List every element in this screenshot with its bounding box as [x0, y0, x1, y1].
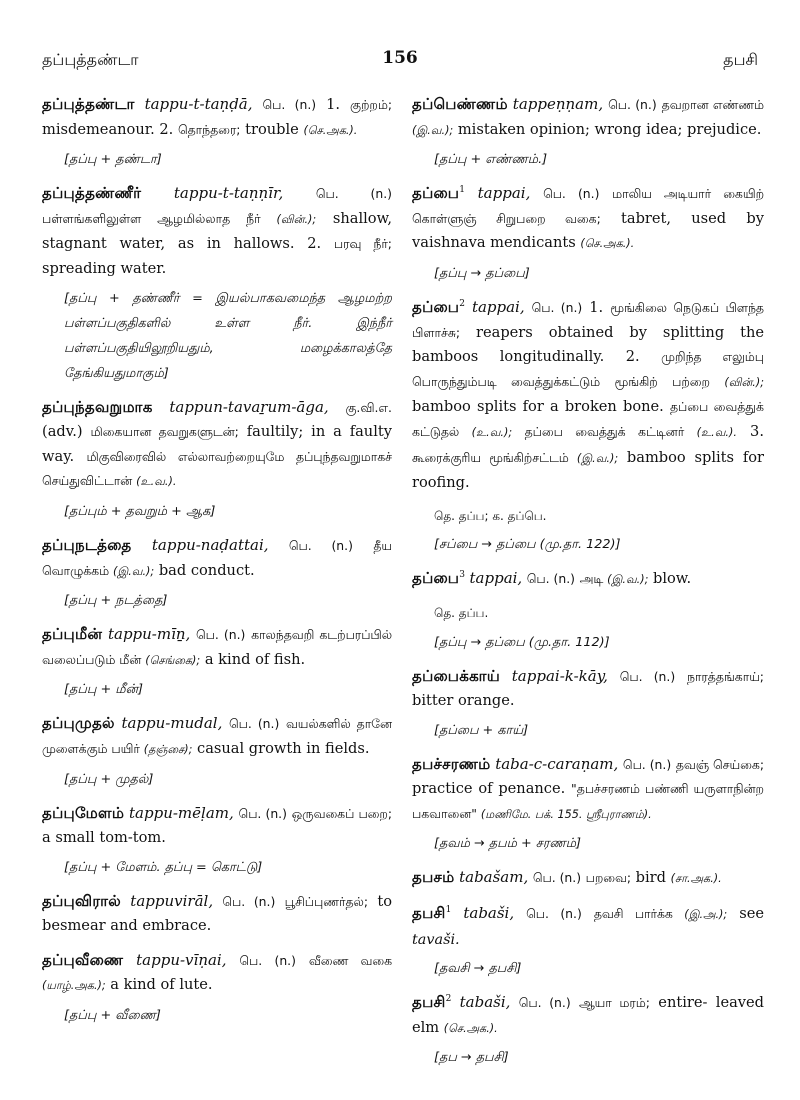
headword: தப்புமீன்: [42, 625, 103, 644]
page-number: 156: [382, 48, 418, 68]
transliteration: tabašam,: [459, 868, 529, 887]
entry-body: [412, 752, 764, 828]
definition-segment: மிகையான தவறுகளுடன்;: [90, 424, 239, 440]
entry-body: [412, 901, 764, 952]
entry-body: [42, 92, 392, 143]
definition-segment: ஒருவகைப் பறை;: [291, 805, 393, 821]
definition-segment: குற்றம்;: [350, 97, 392, 112]
definition-segment: பூசிப்புணர்தல்;: [284, 893, 369, 909]
part-of-speech: பெ. (n.): [229, 716, 280, 732]
etymology: [தப்பு + மேளம். தப்பு = கொட்டு]: [64, 859, 263, 875]
part-of-speech: பெ. (n.): [619, 668, 676, 684]
transliteration: tappai,: [469, 569, 523, 588]
entry-body: [412, 92, 764, 143]
definition-segment: mistaken opinion; wrong idea; prejudice.: [453, 120, 762, 138]
dictionary-entry: [412, 181, 764, 286]
definition-segment: நாரத்தங்காய்;: [686, 668, 764, 684]
entry-body: [42, 711, 392, 762]
definition-segment: அடி: [579, 571, 608, 587]
definition-segment: 2.: [307, 235, 334, 253]
dictionary-entry: [412, 295, 764, 557]
definition-segment: bitter orange.: [412, 692, 515, 710]
guide-word-right: தபசி: [723, 50, 758, 69]
part-of-speech: பெ. (n.): [608, 97, 657, 112]
definition-segment: ஆயா மரம்;: [578, 995, 650, 1011]
definition-segment: பரவு நீர்;: [333, 236, 392, 252]
transliteration: tappeṇṇam,: [512, 95, 604, 113]
definition-segment: a kind of lute.: [105, 976, 213, 994]
definition-segment: to besmear and embrace.: [42, 892, 393, 935]
headword: தப்பை: [412, 297, 460, 316]
part-of-speech: பெ. (n.): [196, 627, 246, 643]
definition-segment: a small tom-tom.: [42, 829, 166, 847]
running-head: [0, 50, 800, 80]
definition-segment: மூங்கிலை நெடுகப் பிளந்த பிளாச்சு;: [412, 299, 764, 340]
entry-body: [42, 622, 392, 673]
dictionary-entry: [412, 901, 764, 981]
definition-segment: (செ.அக.).: [443, 1021, 498, 1035]
definition-segment: மிகுவிரைவில் எல்லாவற்றையுமே தப்புந்தவறுமாகச் செய்துவிட்டான்: [42, 448, 392, 489]
entry-body: [412, 664, 764, 714]
entry-body: [412, 990, 764, 1041]
definition-segment: entire- leaved elm: [412, 994, 765, 1036]
definition-segment: (சா.அக.).: [670, 872, 722, 886]
etymology: [தப்பு + நடத்தை]: [64, 593, 168, 609]
part-of-speech: பெ. (n.): [239, 952, 296, 968]
headword: தப்புவிரால்: [42, 891, 121, 910]
definition-segment: தவஞ் செய்கை;: [675, 756, 764, 772]
transliteration: tabaši,: [459, 993, 511, 1012]
etymology: [தப்பு → தப்பை]: [434, 265, 530, 281]
definition-segment: shallow, stagnant water, as in hallows.: [42, 209, 392, 253]
headword: தப்புந்தவறுமாக: [42, 397, 153, 416]
definition-segment: (adv.): [42, 423, 91, 441]
definition-segment: tabret, used by vaishnava mendicants: [412, 209, 764, 252]
headword: தப்புத்தண்ணீர்: [42, 184, 142, 203]
transliteration: tappu-vīṇai,: [136, 950, 227, 969]
part-of-speech: பெ. (n.): [622, 756, 672, 772]
definition-segment: பறவை;: [585, 870, 632, 886]
dictionary-entry: [412, 92, 764, 172]
headword: தபசி: [412, 904, 446, 923]
definition-segment: வீணை வகை: [308, 952, 392, 968]
part-of-speech: பெ. (n.): [315, 186, 393, 202]
definition-segment: trouble: [240, 120, 304, 138]
definition-segment: 3.: [736, 422, 764, 440]
part-of-speech: பெ. (n.): [518, 995, 571, 1011]
dictionary-entry: [412, 865, 764, 892]
part-of-speech: பெ. (n.): [526, 571, 575, 587]
left-column: [42, 92, 392, 1037]
cognate-line: தெ. தப்ப; க. தப்பெ.: [434, 508, 547, 523]
definition-segment: "தபச்சரணம் பண்ணி யருளாநின்ற பகவானை": [412, 781, 764, 821]
definition-segment: தப்பை வைத்துக் கட்டுதல்: [412, 399, 764, 439]
definition-segment: மாலிய அடியார் கையிற் கொள்ளுஞ் சிறுபறை வகை;: [412, 186, 764, 226]
definition-segment: bird: [631, 869, 671, 887]
definition-segment: (உ.வ.).: [136, 475, 177, 489]
definition-segment: (இ.வ.);: [112, 564, 155, 578]
transliteration: tappai,: [477, 184, 531, 203]
entry-body: [412, 566, 764, 593]
headword: தப்பை: [412, 184, 460, 203]
definition-segment: தவசி பார்க்க: [593, 906, 685, 922]
headword: தப்பைக்காய்: [412, 666, 500, 685]
definition-segment: காலந்தவறி கடற்பரப்பில் வலைப்படும் மீன்: [42, 627, 392, 667]
definition-segment: bamboo splits for roofing.: [412, 448, 764, 492]
definition-segment: வயல்களில் தானே முளைக்கும் பயிர்: [42, 716, 392, 756]
part-of-speech: பெ. (n.): [526, 906, 582, 922]
entry-body: [412, 181, 764, 257]
homograph-number: 2: [459, 299, 465, 310]
headword: தபசம்: [412, 868, 455, 887]
definition-segment: spreading water.: [42, 259, 167, 277]
definition-segment: see: [727, 905, 765, 923]
etymology: [தப்பு + தண்ணீர் = இயல்பாகவமைந்த ஆழமற்ற பள்ளப்பகுதிகளில் உள்ள நீர். இந்நீர் பள்ளப்பகுதியிலூறியதும், மழைக்காலத்தே தேங்கியதுமாகும்]: [64, 290, 392, 381]
definition-segment: misdemeanour.: [42, 120, 160, 138]
definition-segment: 2.: [625, 348, 662, 366]
headword: தபசி: [412, 993, 446, 1012]
etymology: [தவசி → தபசி]: [434, 961, 522, 977]
dictionary-entry: [42, 711, 392, 791]
entry-body: [42, 533, 392, 584]
definition-segment: கூரைக்குரிய மூங்கிற்சட்டம்: [412, 449, 577, 465]
part-of-speech: பெ. (n.): [543, 186, 600, 202]
part-of-speech: பெ. (n.): [532, 870, 582, 886]
definition-segment: a kind of fish.: [200, 650, 306, 668]
definition-segment: tavaši.: [412, 931, 460, 948]
etymology: [தப்பும் + தவறும் + ஆக]: [64, 503, 216, 519]
definition-segment: பள்ளங்களிலுள்ள ஆழமில்லாத நீர்: [42, 210, 277, 226]
headword: தப்பை: [412, 569, 460, 588]
entry-body: [412, 865, 764, 892]
definition-segment: (செ.அக.).: [303, 123, 358, 137]
headword: தப்புவீணை: [42, 950, 124, 969]
part-of-speech: பெ. (n.): [222, 893, 276, 909]
dictionary-entry: [42, 948, 392, 1028]
definition-segment: (மணிமே. பக். 155. ஸ்ரீபுராணம்).: [480, 807, 652, 821]
headword: தப்புமேளம்: [42, 803, 125, 822]
definition-segment: தப்பை வைத்துக் கட்டினர்: [512, 423, 697, 439]
part-of-speech: கு.வி.எ.: [345, 399, 392, 415]
definition-segment: தொந்தரை;: [177, 121, 241, 137]
transliteration: taba-c-caraṇam,: [495, 754, 619, 773]
transliteration: tappu-mēḷam,: [129, 803, 234, 822]
headword: தப்பெண்ணம்: [412, 95, 508, 113]
definition-segment: faultily; in a faulty way.: [42, 423, 392, 465]
definition-segment: (உ.வ.);: [471, 425, 513, 439]
etymology: [தப்பு + மீன்]: [64, 682, 143, 698]
transliteration: tappai-k-kāy,: [511, 666, 608, 685]
dictionary-entry: [412, 664, 764, 743]
definition-segment: blow.: [648, 570, 692, 588]
part-of-speech: பெ. (n.): [531, 299, 583, 315]
homograph-number: 2: [445, 994, 452, 1005]
etymology: [தப்பு → தப்பை (மு.தா. 112)]: [434, 634, 610, 650]
homograph-number: 1: [445, 905, 452, 916]
dictionary-entry: [42, 801, 392, 880]
definition-segment: (இ.அ.);: [684, 908, 728, 922]
definition-segment: practice of penance.: [412, 780, 572, 798]
headword: தப்புமுதல்: [42, 714, 115, 733]
right-column: [412, 92, 764, 1079]
etymology: [தப → தபசி]: [434, 1050, 509, 1066]
headword: தப்புத்தண்டா: [42, 95, 135, 113]
transliteration: tappuvirāl,: [130, 891, 214, 910]
definition-segment: (வின்.);: [276, 212, 317, 226]
homograph-number: 1: [459, 185, 465, 196]
entry-body: [412, 295, 764, 496]
headword: தபச்சரணம்: [412, 754, 491, 773]
definition-segment: முறிந்த எலும்பு பொருந்தும்படி வைத்துக்கட்டும் மூங்கிற் பற்றை: [412, 349, 764, 389]
definition-segment: தவறான எண்ணம்: [661, 97, 764, 112]
transliteration: tappu-t-taṇṇīr,: [173, 184, 284, 203]
definition-segment: (இ.வ.);: [412, 123, 454, 137]
dictionary-entry: [42, 395, 392, 524]
etymology: [தப்பை + காய்]: [434, 722, 529, 738]
definition-segment: reapers obtained by splitting the bamboos longitudinally.: [412, 323, 764, 366]
dictionary-entry: [412, 990, 764, 1070]
entry-body: [42, 889, 392, 939]
definition-segment: (இ.வ.);: [607, 573, 649, 587]
entry-body: [42, 801, 392, 851]
definition-segment: (தஞ்சை);: [143, 742, 193, 756]
homograph-number: 3: [459, 570, 465, 581]
definition-segment: (வின்.);: [724, 375, 764, 389]
dictionary-entry: [42, 622, 392, 702]
definition-segment: (இ.வ.);: [576, 451, 619, 465]
transliteration: tappu-mīṉ,: [107, 625, 191, 644]
definition-segment: 1.: [326, 96, 351, 113]
definition-segment: தீய வொழுக்கம்: [42, 537, 393, 578]
etymology: [தப்பு + முதல்]: [64, 771, 154, 787]
definition-segment: (யாழ்.அக.);: [42, 979, 106, 993]
entry-body: [42, 181, 392, 281]
part-of-speech: பெ. (n.): [288, 537, 353, 553]
dictionary-entry: [42, 889, 392, 939]
definition-segment: 2.: [159, 120, 178, 138]
transliteration: tappu-naḍattai,: [151, 535, 269, 554]
guide-word-left: தப்புத்தண்டா: [42, 50, 139, 69]
headword: தப்புநடத்தை: [42, 535, 132, 554]
transliteration: tappu-t-taṇḍā,: [144, 95, 253, 113]
transliteration: tabaši,: [463, 904, 515, 923]
etymology: [தப்பு + எண்ணம்.]: [434, 152, 548, 168]
dictionary-entry: [42, 92, 392, 172]
definition-segment: (செங்கை);: [145, 653, 201, 667]
part-of-speech: பெ. (n.): [238, 805, 287, 821]
dictionary-entry: [412, 752, 764, 857]
dictionary-entry: [412, 566, 764, 654]
dictionary-entry: [42, 533, 392, 613]
entry-body: [42, 948, 392, 999]
entry-body: [42, 395, 392, 495]
definition-segment: (உ.வ.).: [696, 425, 737, 439]
etymology: [தப்பு + தண்டா]: [64, 152, 162, 168]
etymology: [தவம் → தபம் + சரணம்]: [434, 836, 582, 852]
etymology: [சப்பை → தப்பை (மு.தா. 122)]: [434, 537, 621, 553]
definition-segment: 1.: [589, 298, 611, 316]
definition-segment: (செ.அக.).: [580, 237, 635, 251]
definition-segment: bamboo splits for a broken bone.: [412, 398, 670, 416]
cognate-line: தெ. தப்ப.: [434, 605, 489, 620]
dictionary-entry: [42, 181, 392, 385]
definition-segment: bad conduct.: [154, 561, 255, 579]
definition-segment: casual growth in fields.: [192, 739, 370, 757]
etymology: [தப்பு + வீணை]: [64, 1008, 161, 1024]
part-of-speech: பெ. (n.): [262, 97, 317, 112]
transliteration: tappun-tavaṟum-āga,: [169, 397, 329, 416]
transliteration: tappu-mudal,: [121, 714, 223, 733]
transliteration: tappai,: [471, 297, 525, 316]
